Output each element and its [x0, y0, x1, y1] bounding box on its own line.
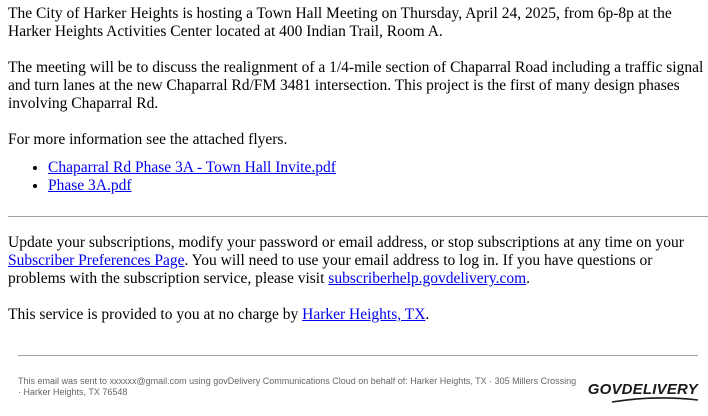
attachment-item	[48, 159, 708, 177]
attachments-intro-paragraph: For more information see the attached flyers.	[8, 131, 288, 148]
organization-link[interactable]: Harker Heights, TX	[302, 306, 426, 323]
section-divider	[8, 216, 708, 217]
service-text-end: .	[425, 306, 430, 323]
meeting-purpose-paragraph: The meeting will be to discuss the realignment of a 1/4-mile section of Chaparral Road including a traffic signal and turn lanes at the new Chaparral Rd/FM 3481 intersection. This project is the first of many design phases involving Chaparral Rd.	[8, 59, 704, 112]
footer-disclaimer: This email was sent to xxxxxx@gmail.com using govDelivery Communications Cloud on behalf of: Harker Heights, TX · 305 Millers Crossing · Harker Heights, TX 76548	[18, 376, 577, 397]
attachment-item	[48, 177, 708, 195]
attachment-link-town-hall-invite[interactable]: Chaparral Rd Phase 3A - Town Hall Invite.pdf	[48, 159, 336, 176]
service-paragraph	[8, 306, 708, 324]
subscription-text-end: .	[526, 270, 531, 287]
email-body	[8, 5, 708, 195]
subscriber-help-link[interactable]: subscriberhelp.govdelivery.com	[328, 270, 527, 287]
subscription-paragraph	[8, 234, 708, 288]
subscription-section	[8, 234, 708, 324]
footer-divider	[18, 355, 698, 356]
subscriber-preferences-link[interactable]: Subscriber Preferences Page	[8, 252, 185, 269]
attachment-list	[8, 159, 708, 195]
govdelivery-logo-text: GOVDELIVERY	[587, 381, 698, 398]
service-text: This service is provided to you at no charge by	[8, 306, 303, 323]
logo-swoosh-icon	[610, 396, 700, 404]
subscription-text: Update your subscriptions, modify your password or email address, or stop subscriptions at any time on your	[8, 234, 684, 251]
attachment-link-phase-3a[interactable]: Phase 3A.pdf	[48, 177, 132, 194]
subscription-text-continued: . You will need to use your email address to log in. If you have questions or problems with the subscription service, please visit	[8, 252, 653, 287]
meeting-announcement-paragraph: The City of Harker Heights is hosting a Town Hall Meeting on Thursday, April 24, 2025, from 6p-8p at the Harker Heights Activities Center located at 400 Indian Trail, Room A.	[8, 5, 672, 40]
